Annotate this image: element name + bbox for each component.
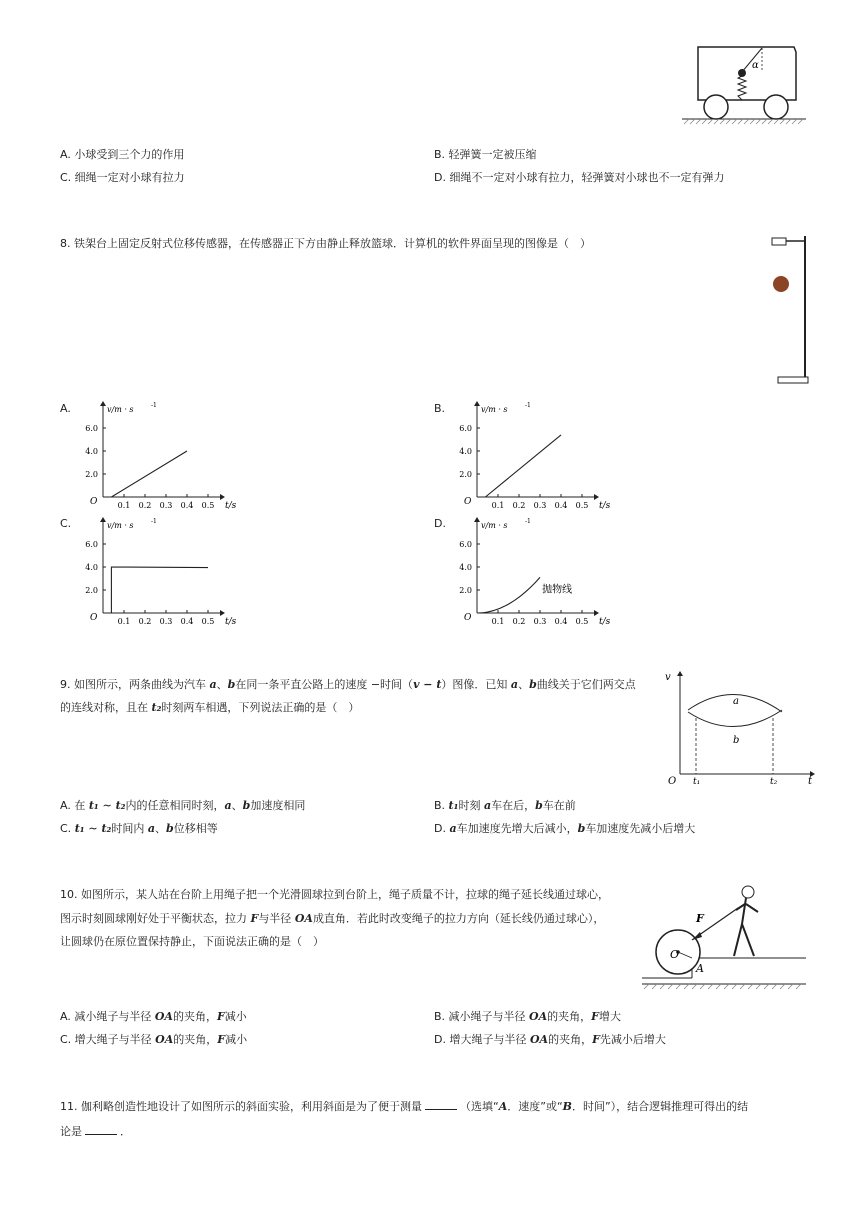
q9-b-text: 车在前 bbox=[542, 799, 576, 812]
ball bbox=[738, 69, 746, 77]
a-label: A bbox=[696, 962, 704, 975]
q9-d-text: D. bbox=[434, 822, 450, 835]
cart-body bbox=[698, 47, 796, 100]
q10-figure bbox=[640, 882, 810, 992]
origin-label: O bbox=[90, 497, 98, 507]
q9-var-a: a bbox=[510, 678, 519, 691]
ytick-label: 4.0 bbox=[459, 447, 472, 456]
xtick-label: 0.4 bbox=[554, 617, 568, 626]
q10-c-text: 减小 bbox=[225, 1033, 248, 1046]
ylabel-sup: -1 bbox=[151, 518, 157, 525]
q9-var-b: b bbox=[529, 678, 537, 691]
q11-opt-b: B bbox=[562, 1100, 572, 1113]
q9-a-text: 加速度相同 bbox=[250, 799, 306, 812]
q10-option-c[interactable] bbox=[60, 1031, 247, 1047]
xtick-label: 0.3 bbox=[533, 501, 547, 510]
q10-var-oa: OA bbox=[294, 912, 313, 925]
q8-option-c[interactable]: C. bbox=[60, 517, 72, 530]
origin-label: O bbox=[668, 776, 677, 786]
xtick-label: 0.2 bbox=[512, 617, 526, 626]
q9-b-text: 时刻 bbox=[458, 799, 484, 812]
wheel-left bbox=[704, 95, 728, 119]
xtick-label: 0.5 bbox=[575, 617, 589, 626]
q8-option-d[interactable]: D. bbox=[434, 517, 446, 530]
q10-var-f: F bbox=[250, 912, 259, 925]
q10-a-text: A. 减小绳子与半径 bbox=[60, 1010, 155, 1023]
q10-stem-line1: 10. 如图所示，某人站在台阶上用绳子把一个光滑圆球拉到台阶上，绳子质量不计，拉球的绳子延长线通过球心， bbox=[60, 888, 609, 901]
v-axis-arrow bbox=[100, 401, 106, 406]
q10-option-d[interactable] bbox=[434, 1031, 666, 1047]
graph-a bbox=[78, 396, 248, 514]
v-axis-arrow bbox=[474, 401, 480, 406]
ylabel: v/m · s bbox=[107, 521, 134, 530]
person-body bbox=[734, 898, 758, 956]
q9-option-c[interactable] bbox=[60, 820, 218, 836]
q8-option-b[interactable]: B. bbox=[434, 402, 446, 415]
sensor bbox=[772, 238, 786, 245]
v-axis-arrow bbox=[100, 517, 106, 522]
xtick-label: 0.1 bbox=[491, 617, 505, 626]
q11-line1 bbox=[60, 1098, 748, 1114]
xlabel: t/s bbox=[225, 617, 237, 627]
ytick-label: 4.0 bbox=[85, 447, 98, 456]
q11-text: ．速度”或“ bbox=[507, 1100, 563, 1113]
q10-text: 成直角．若此时改变绳子的拉力方向（延长线仍通过球心）， bbox=[312, 912, 605, 925]
ylabel-sup: -1 bbox=[525, 402, 531, 409]
ytick-label: 4.0 bbox=[459, 563, 472, 572]
q7-option-a[interactable]: A. 小球受到三个力的作用 bbox=[60, 148, 185, 161]
xtick-label: 0.2 bbox=[138, 617, 152, 626]
t-axis-arrow bbox=[220, 494, 225, 500]
wheel-right bbox=[764, 95, 788, 119]
q11-text: ．时间”），结合逻辑推理可得出的结 bbox=[571, 1100, 749, 1113]
q9-var-b: b bbox=[227, 678, 236, 691]
curve-b-label: b bbox=[733, 735, 740, 746]
xtick-label: 0.4 bbox=[180, 617, 194, 626]
ytick-label: 2.0 bbox=[85, 586, 98, 595]
iron-stand-figure bbox=[768, 232, 812, 388]
cart-figure bbox=[680, 40, 810, 130]
origin-label: O bbox=[90, 613, 98, 623]
q9-c-range: t₁ ∼ t₂ bbox=[74, 822, 112, 835]
q9-c-text: 位移相等 bbox=[173, 822, 218, 835]
q10-text: 图示时刻圆球刚好处于平衡状态，拉力 bbox=[60, 912, 251, 925]
q9-a-text: 内的任意相同时刻， bbox=[125, 799, 225, 812]
q10-d-text: 的夹角， bbox=[548, 1033, 593, 1046]
q9-a-range: t₁ ∼ t₂ bbox=[88, 799, 126, 812]
q10-a-text: 减小 bbox=[224, 1010, 247, 1023]
q10-stem-line2 bbox=[60, 910, 604, 926]
xtick-label: 0.4 bbox=[554, 501, 568, 510]
xlabel: t/s bbox=[599, 617, 611, 627]
q10-d-oa: OA bbox=[529, 1033, 549, 1046]
ytick-label: 6.0 bbox=[459, 424, 472, 433]
q9-c-text: 、 bbox=[155, 822, 167, 835]
origin-label: O bbox=[464, 613, 472, 623]
xlabel: t/s bbox=[225, 501, 237, 511]
q9-a-var: a bbox=[224, 799, 232, 812]
xtick-label: 0.3 bbox=[533, 617, 547, 626]
data-line bbox=[111, 451, 187, 497]
spring bbox=[738, 76, 746, 100]
q9-text: 时刻两车相遇，下列说法正确的是（ ） bbox=[161, 701, 360, 714]
stand-base bbox=[778, 377, 808, 383]
ylabel-sup: -1 bbox=[525, 518, 531, 525]
alpha-label: α bbox=[752, 60, 759, 71]
q9-d-var: b bbox=[577, 822, 586, 835]
t-label: t bbox=[808, 776, 813, 786]
q9-c-var: b bbox=[166, 822, 174, 835]
q10-b-text: 增大 bbox=[598, 1010, 621, 1023]
q10-a-f: F bbox=[216, 1010, 225, 1023]
q10-option-a[interactable] bbox=[60, 1008, 247, 1024]
xlabel: t/s bbox=[599, 501, 611, 511]
q9-b-var: a bbox=[483, 799, 492, 812]
q9-var-t2: t₂ bbox=[151, 701, 162, 714]
t-axis-arrow bbox=[594, 494, 599, 500]
q9-a-var: b bbox=[242, 799, 251, 812]
v-label: v bbox=[665, 672, 671, 683]
q11-text: （选填“ bbox=[460, 1100, 499, 1113]
q10-d-f: F bbox=[592, 1033, 600, 1046]
q8-option-a[interactable]: A. bbox=[60, 402, 71, 415]
q10-text: 与半径 bbox=[258, 912, 295, 925]
ytick-label: 6.0 bbox=[85, 424, 98, 433]
xtick-label: 0.5 bbox=[575, 501, 589, 510]
q9-text: 的连线对称，且在 bbox=[60, 701, 152, 714]
ground-hatch bbox=[684, 119, 803, 124]
q10-a-text: 的夹角， bbox=[172, 1010, 217, 1023]
ytick-label: 2.0 bbox=[459, 586, 472, 595]
v-axis-arrow bbox=[474, 517, 480, 522]
data-curve bbox=[477, 577, 540, 613]
ylabel: v/m · s bbox=[481, 521, 508, 530]
xtick-label: 0.2 bbox=[512, 501, 526, 510]
t-axis-arrow bbox=[220, 610, 225, 616]
q9-c-text: 时间内 bbox=[111, 822, 148, 835]
q9-var-vt: v − t bbox=[413, 678, 442, 691]
t2-label: t₂ bbox=[770, 777, 778, 786]
q9-text: ）图像．已知 bbox=[441, 678, 511, 691]
f-label: F bbox=[696, 912, 704, 925]
q9-text: 在同一条平直公路上的速度 −时间（ bbox=[235, 678, 414, 691]
q10-c-f: F bbox=[217, 1033, 226, 1046]
q9-text: 曲线关于它们两交点 bbox=[536, 678, 636, 691]
ytick-label: 2.0 bbox=[459, 470, 472, 479]
q9-c-var: a bbox=[147, 822, 156, 835]
graph-c bbox=[78, 512, 248, 630]
graph-d bbox=[452, 512, 622, 630]
ylabel-sup: -1 bbox=[151, 402, 157, 409]
ytick-label: 4.0 bbox=[85, 563, 98, 572]
xtick-label: 0.1 bbox=[491, 501, 505, 510]
q9-sep: 、 bbox=[216, 678, 228, 691]
q10-option-b[interactable] bbox=[434, 1008, 621, 1024]
q11-blank-1[interactable] bbox=[425, 1099, 457, 1110]
q10-b-text: 的夹角， bbox=[547, 1010, 592, 1023]
xtick-label: 0.2 bbox=[138, 501, 152, 510]
q11-text: 论是 bbox=[60, 1125, 82, 1138]
q9-text: 9. 如图所示，两条曲线为汽车 bbox=[60, 678, 210, 691]
q10-d-text: D. 增大绳子与半径 bbox=[434, 1033, 530, 1046]
parabola-note: 抛物线 bbox=[542, 584, 573, 596]
q9-c-text: C. bbox=[60, 822, 75, 835]
q11-opt-a: A bbox=[498, 1100, 508, 1113]
q10-c-oa: OA bbox=[155, 1033, 174, 1046]
data-line bbox=[111, 567, 208, 613]
q10-c-text: 的夹角， bbox=[173, 1033, 218, 1046]
q10-a-oa: OA bbox=[154, 1010, 173, 1023]
q9-d-text: 车加速度先减小后增大 bbox=[585, 822, 696, 835]
ytick-label: 2.0 bbox=[85, 470, 98, 479]
t1-label: t₁ bbox=[693, 777, 701, 786]
q11-blank-2[interactable] bbox=[85, 1124, 117, 1135]
xtick-label: 0.5 bbox=[201, 617, 215, 626]
q10-b-oa: OA bbox=[529, 1010, 548, 1023]
q9-a-text: A. 在 bbox=[60, 799, 89, 812]
q10-d-text: 先减小后增大 bbox=[599, 1033, 666, 1046]
q11-text: 11. 伽利略创造性地设计了如图所示的斜面实验，利用斜面是为了便于测量 bbox=[60, 1100, 422, 1113]
origin-label: O bbox=[464, 497, 472, 507]
xtick-label: 0.3 bbox=[159, 501, 173, 510]
ylabel: v/m · s bbox=[481, 405, 508, 414]
ytick-label: 6.0 bbox=[459, 540, 472, 549]
curve-b bbox=[688, 710, 782, 727]
graph-b bbox=[452, 396, 622, 514]
q9-d-var: a bbox=[449, 822, 457, 835]
o-label: O bbox=[670, 948, 680, 961]
xtick-label: 0.4 bbox=[180, 501, 194, 510]
t-axis-arrow bbox=[594, 610, 599, 616]
q9-b-var: b bbox=[535, 799, 543, 812]
curve-a-label: a bbox=[733, 696, 739, 707]
q10-c-text: C. 增大绳子与半径 bbox=[60, 1033, 156, 1046]
q9-stem-line1 bbox=[60, 676, 636, 692]
q9-option-b[interactable] bbox=[434, 797, 576, 813]
xtick-label: 0.3 bbox=[159, 617, 173, 626]
xtick-label: 0.1 bbox=[117, 501, 131, 510]
ytick-label: 6.0 bbox=[85, 540, 98, 549]
q11-line2 bbox=[60, 1123, 131, 1139]
q7-option-c[interactable]: C. 细绳一定对小球有拉力 bbox=[60, 171, 185, 184]
ylabel: v/m · s bbox=[107, 405, 134, 414]
q9-d-text: 车加速度先增大后减小， bbox=[456, 822, 578, 835]
data-line bbox=[485, 435, 561, 497]
q9-var-a: a bbox=[209, 678, 217, 691]
q9-b-text: 车在后， bbox=[491, 799, 536, 812]
q10-b-text: B. 减小绳子与半径 bbox=[434, 1010, 530, 1023]
q9-a-text: 、 bbox=[231, 799, 243, 812]
q9-option-d[interactable] bbox=[434, 820, 695, 836]
q7-option-b[interactable]: B. 轻弹簧一定被压缩 bbox=[434, 148, 537, 161]
xtick-label: 0.5 bbox=[201, 501, 215, 510]
q11-text: ． bbox=[120, 1125, 131, 1138]
q9-option-a[interactable] bbox=[60, 797, 305, 813]
q7-option-d[interactable]: D. 细绳不一定对小球有拉力，轻弹簧对小球也不一定有弹力 bbox=[434, 171, 725, 184]
xtick-label: 0.1 bbox=[117, 617, 131, 626]
base-hatch bbox=[644, 984, 801, 989]
q9-vt-figure bbox=[660, 668, 815, 786]
basketball bbox=[773, 276, 789, 292]
q9-sep: 、 bbox=[518, 678, 530, 691]
q9-stem-line2 bbox=[60, 699, 359, 715]
q10-stem-line3: 让圆球仍在原位置保持静止，下面说法正确的是（ ） bbox=[60, 935, 324, 948]
q9-b-text: B. bbox=[434, 799, 449, 812]
q9-b-var: t₁ bbox=[448, 799, 459, 812]
q10-b-f: F bbox=[591, 1010, 599, 1023]
q8-stem: 8. 铁架台上固定反射式位移传感器，在传感器正下方由静止释放篮球．计算机的软件界面呈现的图像是（ ） bbox=[60, 237, 591, 250]
person-head bbox=[742, 886, 754, 898]
